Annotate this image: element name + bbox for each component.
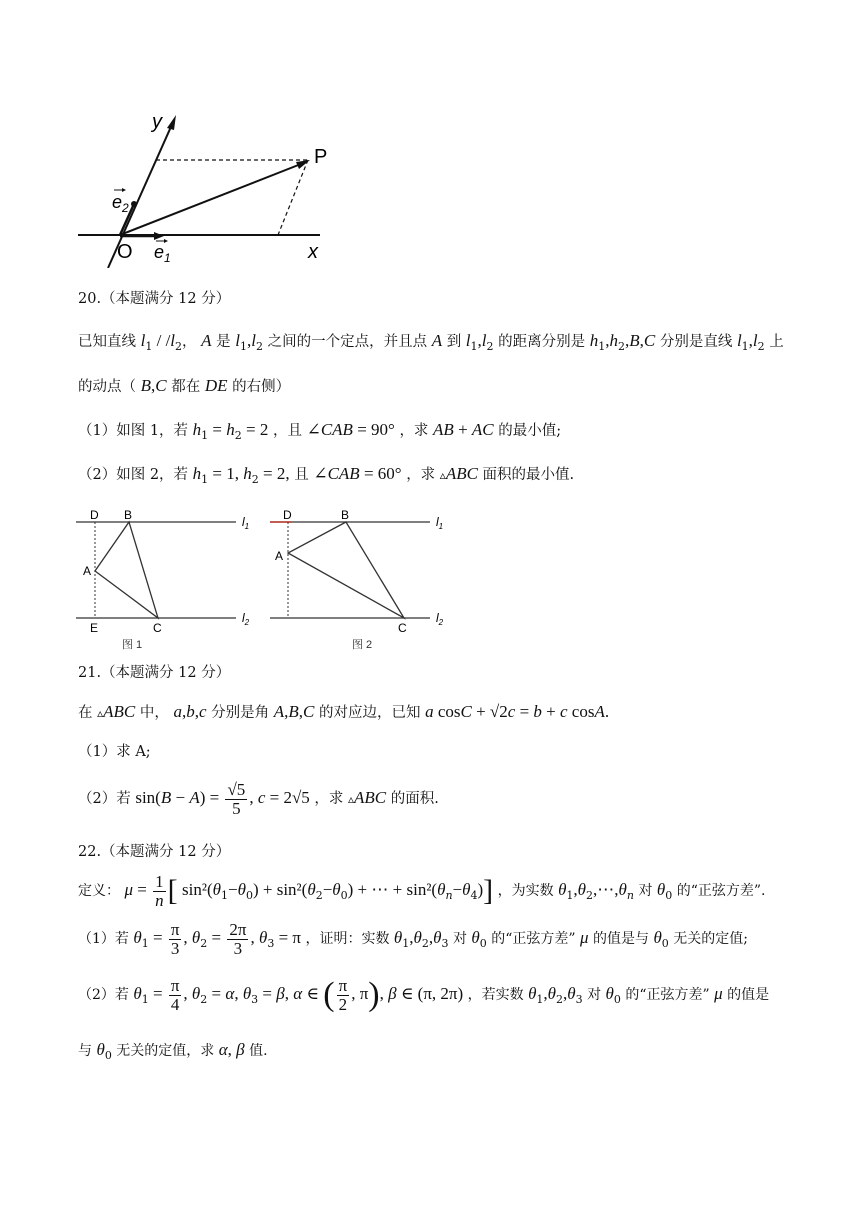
q20-part2-a: （2）如图 2，若 [78, 467, 189, 483]
q20-part1-b: ，且 [272, 423, 302, 439]
fig2-label-C: C [398, 621, 407, 635]
q21-part1: （1）求 A; [78, 744, 151, 760]
q21-header: 21.（本题满分 12 分） [78, 665, 231, 681]
q21-text4: 的对应边，已知 [318, 705, 421, 721]
figure-2 [270, 508, 455, 658]
q22-header: 22.（本题满分 12 分） [78, 844, 231, 860]
q22-part2-b: ，若实数 [467, 987, 524, 1003]
q22-last: 与 $\theta_0$ 无关的定值，求 α, β 值. [78, 1040, 268, 1062]
q21-text3: 分别是角 [211, 705, 270, 721]
y-axis-arrow [167, 115, 176, 130]
fig1-label-B: B [124, 508, 133, 522]
q20-text3: 之间的一个定点，并且点 [267, 334, 428, 350]
q22-last-a: 与 [78, 1043, 92, 1059]
e2-overarrow-head [122, 188, 126, 192]
fig1-label-l2: $l_2$ [242, 611, 250, 627]
fig1-label-l1: $l_1$ [242, 515, 250, 531]
fig1-label-E: E [90, 621, 99, 635]
q20-part1: （1）如图 1，若 $h_1 = h_2 = 2$ ，且 ∠CAB = 90° ，求 AB + AC 的最小值; [78, 420, 562, 442]
q20-text4: 到 [446, 334, 462, 350]
fig2-label-l2: $l_2$ [436, 611, 444, 627]
q20-part2: （2）如图 2，若 $h_1 = 1$, $h_2 = 2$, 且 ∠CAB = 60° ，求 ▵ABC 面积的最小值. [78, 464, 575, 486]
q21-text1: 在 [78, 705, 93, 721]
q20-line2c: 的右侧） [232, 379, 291, 395]
q20-part1-a: （1）如图 1，若 [78, 423, 189, 439]
q20-text6: 分别是直线 [659, 334, 733, 350]
label-y: y [152, 111, 162, 133]
e1-overarrow-head [164, 239, 168, 243]
q21-part2: （2）若 sin(B − A) = $\frac{√5}{5}$ , c = 2√5 ，求 ▵ABC 的面积. [78, 779, 439, 818]
q20-text7: 上 [769, 334, 784, 350]
fig2-label-D: D [283, 508, 292, 522]
fig2-caption: 图 2 [352, 639, 373, 651]
q20-part1-d: 的最小值; [498, 423, 562, 439]
q22-def-b: ，为实数 [497, 883, 554, 899]
fig1-label-D: D [90, 508, 99, 522]
q22-last-b: 无关的定值，求 [116, 1043, 215, 1059]
q21-line1: 在 ▵ABC 中， a,b,c 分别是角 A,B,C 的对应边，已知 a cosC + √2c = b + c cosA. [78, 702, 610, 721]
q20-line2: 的动点（ B,C 都在 DE 的右侧） [78, 376, 291, 395]
q22-part1: （1）若 $\theta_1$ = $\frac{\pi}{3}$ , $\theta_2$ = $\frac{2\pi}{3}$ , $\theta_3 = \pi$ ，证明：实数 $\theta_1,\theta_2,\theta_3$ 对 $\theta_0$ 的“正弦方差” μ 的值是与 $\theta_0$ 无关的定值; [78, 919, 748, 958]
fig2-label-A: A [275, 549, 284, 563]
label-P: P [314, 146, 328, 168]
fig1-triangle [95, 522, 158, 618]
q21-part2-c: 的面积. [390, 791, 439, 807]
q21-part2-a: （2）若 [78, 791, 131, 807]
figure-1 [76, 508, 261, 658]
q22-part2-a: （2）若 [78, 987, 129, 1003]
q22-part1-b: ，证明：实数 [305, 931, 390, 947]
q22-part1-f: 无关的定值; [673, 931, 748, 947]
q20-header: 20.（本题满分 12 分） [78, 291, 231, 307]
q22-part2: （2）若 $\theta_1$ = $\frac{\pi}{4}$ , $\theta_2 = \alpha$, $\theta_3 = \beta$, α ∈ ( $\frac{\pi}{2}$ , π), β ∈ (π, 2π) ，若实数 $\theta_1,\theta_2,\theta_3$ 对 $\theta_0$ 的“正弦方差” μ 的值是 [78, 975, 770, 1014]
q22-last-c: 值. [249, 1043, 268, 1059]
e2-tip [131, 201, 137, 207]
vector-e1-arrow [154, 232, 164, 240]
q20-part2-b: 且 [294, 467, 309, 483]
q22-definition: 定义： μ = $\frac{1}{n}$ [ $\sin^2(\theta_1-\theta_0) + \sin^2(\theta_2-\theta_0)$ + ⋯ + $\sin^2(\theta_n-\theta_4)$] ，为实数 $\theta_1,\theta_2,\cdots,\theta_n$ 对 $\theta_0$ 的“正弦方差”. [78, 871, 766, 910]
q20-text2: 是 [216, 334, 231, 350]
q22-part2-e: 的值是 [727, 987, 770, 1003]
q22-part2-c: 对 [587, 987, 602, 1003]
q20-line2b: 都在 [171, 379, 201, 395]
q20-line1: 已知直线 $l_1 / /l_2$， A 是 $l_1,l_2$ 之间的一个定点，并且点 A 到 $l_1,l_2$ 的距离分别是 $h_1,h_2,B,C$ 分别是直线 $l_1,l_2$ 上 [78, 331, 784, 353]
q21-text2: 中， [139, 705, 169, 721]
q22-part1-e: 的值是与 [592, 931, 649, 947]
q20-part2-d: 面积的最小值. [482, 467, 575, 483]
vector-OP-arrow [296, 160, 310, 169]
q20-text1: 已知直线 [78, 334, 136, 350]
q22-part1-c: 对 [452, 931, 467, 947]
label-e2: $e_2$ [112, 192, 129, 215]
q20-text5: 的距离分别是 [498, 334, 586, 350]
q20-line2a: 的动点（ [78, 379, 136, 395]
label-O: O [117, 241, 133, 263]
q20-part2-c: ，求 [406, 467, 436, 483]
fig2-label-l1: $l_1$ [436, 515, 444, 531]
vector-figure [70, 108, 350, 268]
fig2-label-B: B [341, 508, 350, 522]
q22-def-d: 的“正弦方差”. [676, 883, 766, 899]
vector-OP [120, 162, 306, 235]
label-x: x [308, 241, 318, 263]
q22-part1-d: 的“正弦方差” [491, 931, 576, 947]
fig1-label-A: A [83, 564, 92, 578]
fig1-label-C: C [153, 621, 162, 635]
q22-def-a: 定义： [78, 883, 120, 899]
fig1-caption: 图 1 [122, 639, 143, 651]
q22-part2-d: 的“正弦方差” [625, 987, 710, 1003]
q21-part2-b: ，求 [314, 791, 344, 807]
label-e1: $e_1$ [154, 242, 171, 265]
q22-part1-a: （1）若 [78, 931, 129, 947]
q22-def-c: 对 [638, 883, 653, 899]
fig2-triangle [288, 522, 404, 618]
q20-part1-c: ，求 [399, 423, 429, 439]
